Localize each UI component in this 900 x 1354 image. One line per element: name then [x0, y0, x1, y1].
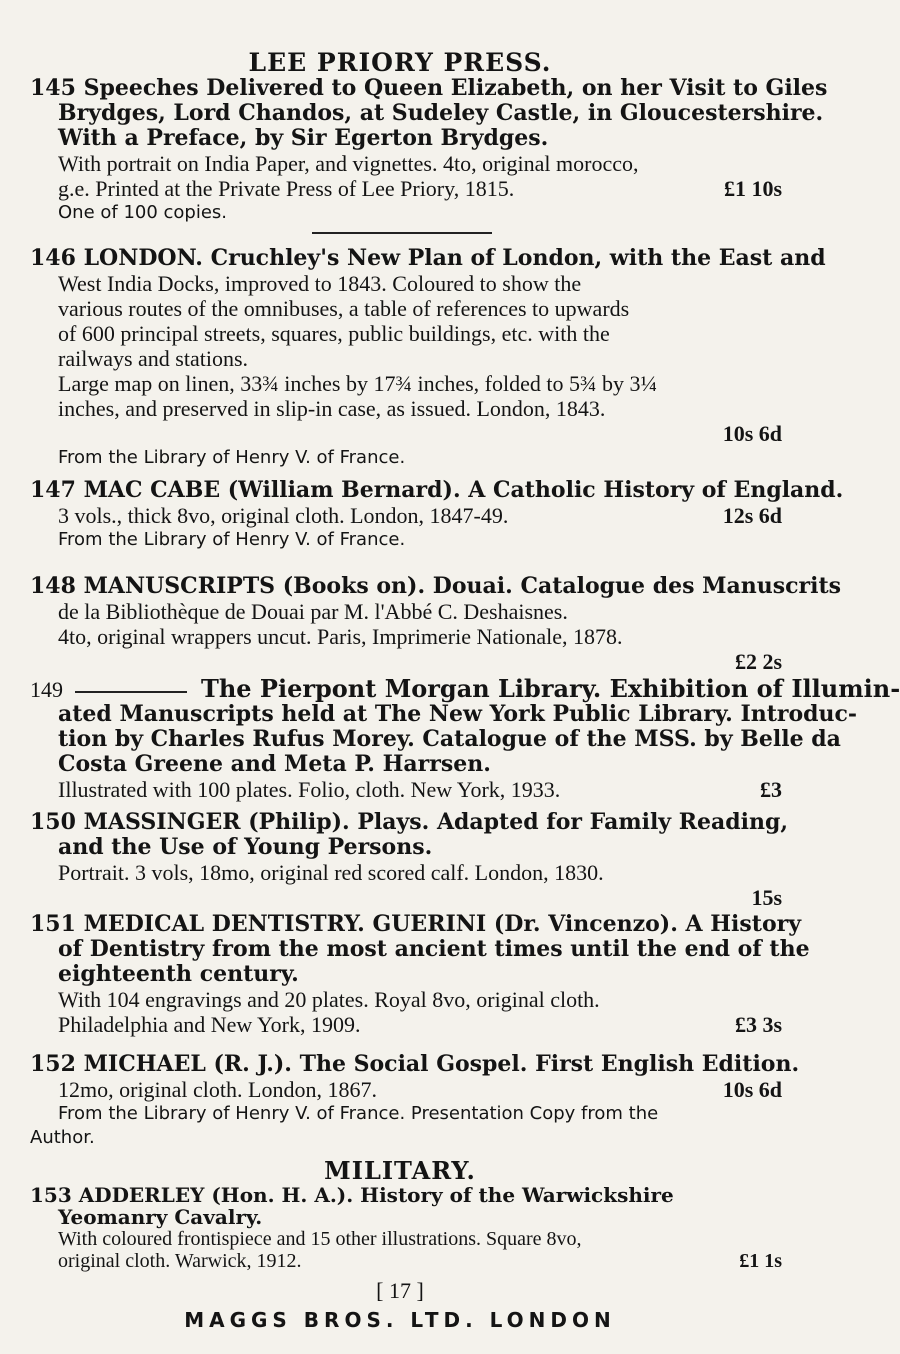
entry-note-continued: Author.	[30, 1127, 95, 1148]
entry-note: From the Library of Henry V. of France. Presentation Copy from the	[58, 1103, 659, 1124]
entry-heading: 145 Speeches Delivered to Queen Elizabeth, on her Visit to Giles	[30, 75, 828, 101]
entry-price: £1 1s	[739, 1250, 782, 1272]
entry-title-line: railways and stations.	[58, 346, 249, 371]
entry-imprint: Illustrated with 100 plates. Folio, cloth. New York, 1933. £3	[58, 777, 782, 802]
entry-heading: 150 MASSINGER (Philip). Plays. Adapted for Family Reading,	[30, 809, 789, 835]
entry-imprint: 3 vols., thick 8vo, original cloth. London, 1847-49. 12s 6d	[58, 503, 782, 528]
entry-title-line: eighteenth century.	[58, 961, 299, 987]
entry-description: With 104 engravings and 20 plates. Royal 8vo, original cloth.	[58, 987, 600, 1012]
entry-heading: 153 ADDERLEY (Hon. H. A.). History of the Warwickshire	[30, 1183, 674, 1207]
entry-imprint: original cloth. Warwick, 1912. £1 1s	[58, 1250, 782, 1272]
entry-description: With coloured frontispiece and 15 other illustrations. Square 8vo,	[58, 1228, 582, 1250]
entry-price: 10s 6d	[722, 1077, 782, 1102]
section-heading: MILITARY.	[324, 1156, 476, 1185]
entry-price: £3	[760, 777, 782, 802]
entry-title-line: With a Preface, by Sir Egerton Brydges.	[58, 125, 549, 151]
running-head: LEE PRIORY PRESS.	[248, 48, 552, 77]
entry-title-line: Brydges, Lord Chandos, at Sudeley Castle, in Gloucestershire.	[58, 100, 824, 126]
entry-title-line: various routes of the omnibuses, a table of references to upwards	[58, 296, 630, 321]
entry-description: Large map on linen, 33¾ inches by 17¾ inches, folded to 5¾ by 3¼	[58, 371, 657, 396]
entry-price: 10s 6d	[722, 421, 782, 446]
entry-imprint: 4to, original wrappers uncut. Paris, Imprimerie Nationale, 1878.	[58, 624, 623, 649]
entry-heading: 151 MEDICAL DENTISTRY. GUERINI (Dr. Vincenzo). A History	[30, 911, 801, 937]
entry-title-line: and the Use of Young Persons.	[58, 834, 433, 860]
entry-heading: 146 LONDON. Cruchley's New Plan of London, with the East and	[30, 245, 826, 271]
entry-price: 15s	[751, 885, 782, 910]
entry-title-line: tion by Charles Rufus Morey. Catalogue of the MSS. by Belle da	[58, 726, 841, 752]
entry-imprint: g.e. Printed at the Private Press of Lee Priory, 1815. £1 10s	[58, 176, 782, 201]
entry-heading: 147 MAC CABE (William Bernard). A Catholic History of England.	[30, 477, 844, 503]
entry-note: From the Library of Henry V. of France.	[58, 447, 406, 468]
entry-imprint: inches, and preserved in slip-in case, as issued. London, 1843.	[58, 396, 606, 421]
entry-imprint: 12mo, original cloth. London, 1867. 10s 6d	[58, 1077, 782, 1102]
entry-description: With portrait on India Paper, and vignettes. 4to, original morocco,	[58, 151, 639, 176]
entry-price: £2 2s	[734, 649, 782, 674]
entry-price: £1 10s	[723, 176, 782, 201]
entry-imprint: Philadelphia and New York, 1909. £3 3s	[58, 1012, 782, 1037]
entry-price: 12s 6d	[722, 503, 782, 528]
entry-title-line: West India Docks, improved to 1843. Coloured to show the	[58, 271, 582, 296]
entry-title-line: ated Manuscripts held at The New York Public Library. Introduc-	[58, 701, 858, 727]
catalogue-entry-153	[30, 1184, 790, 1272]
entry-price: £3 3s	[734, 1012, 782, 1037]
entry-note: From the Library of Henry V. of France.	[58, 529, 406, 550]
entry-title-line: Costa Greene and Meta P. Harrsen.	[58, 751, 491, 777]
entry-title-line: de la Bibliothèque de Douai par M. l'Abbé C. Deshaisnes.	[58, 599, 568, 624]
entry-heading: 148 MANUSCRIPTS (Books on). Douai. Catalogue des Manuscrits	[30, 573, 841, 599]
footer-imprint: MAGGS BROS. LTD. LONDON	[184, 1308, 616, 1332]
entry-heading: 152 MICHAEL (R. J.). The Social Gospel. First English Edition.	[30, 1051, 800, 1077]
entry-title-line: Yeomanry Cavalry.	[58, 1205, 263, 1229]
entry-number: 149	[30, 677, 63, 702]
page-number: [ 17 ]	[376, 1278, 424, 1303]
entry-heading: 149 The Pierpont Morgan Library. Exhibition of Illumin-	[30, 674, 900, 703]
entry-title-line: of Dentistry from the most ancient times until the end of the	[58, 936, 810, 962]
entry-imprint: Portrait. 3 vols, 18mo, original red scored calf. London, 1830.	[58, 860, 604, 885]
entry-note: One of 100 copies.	[58, 202, 228, 223]
entry-title-line: of 600 principal streets, squares, public buildings, etc. with the	[58, 321, 610, 346]
